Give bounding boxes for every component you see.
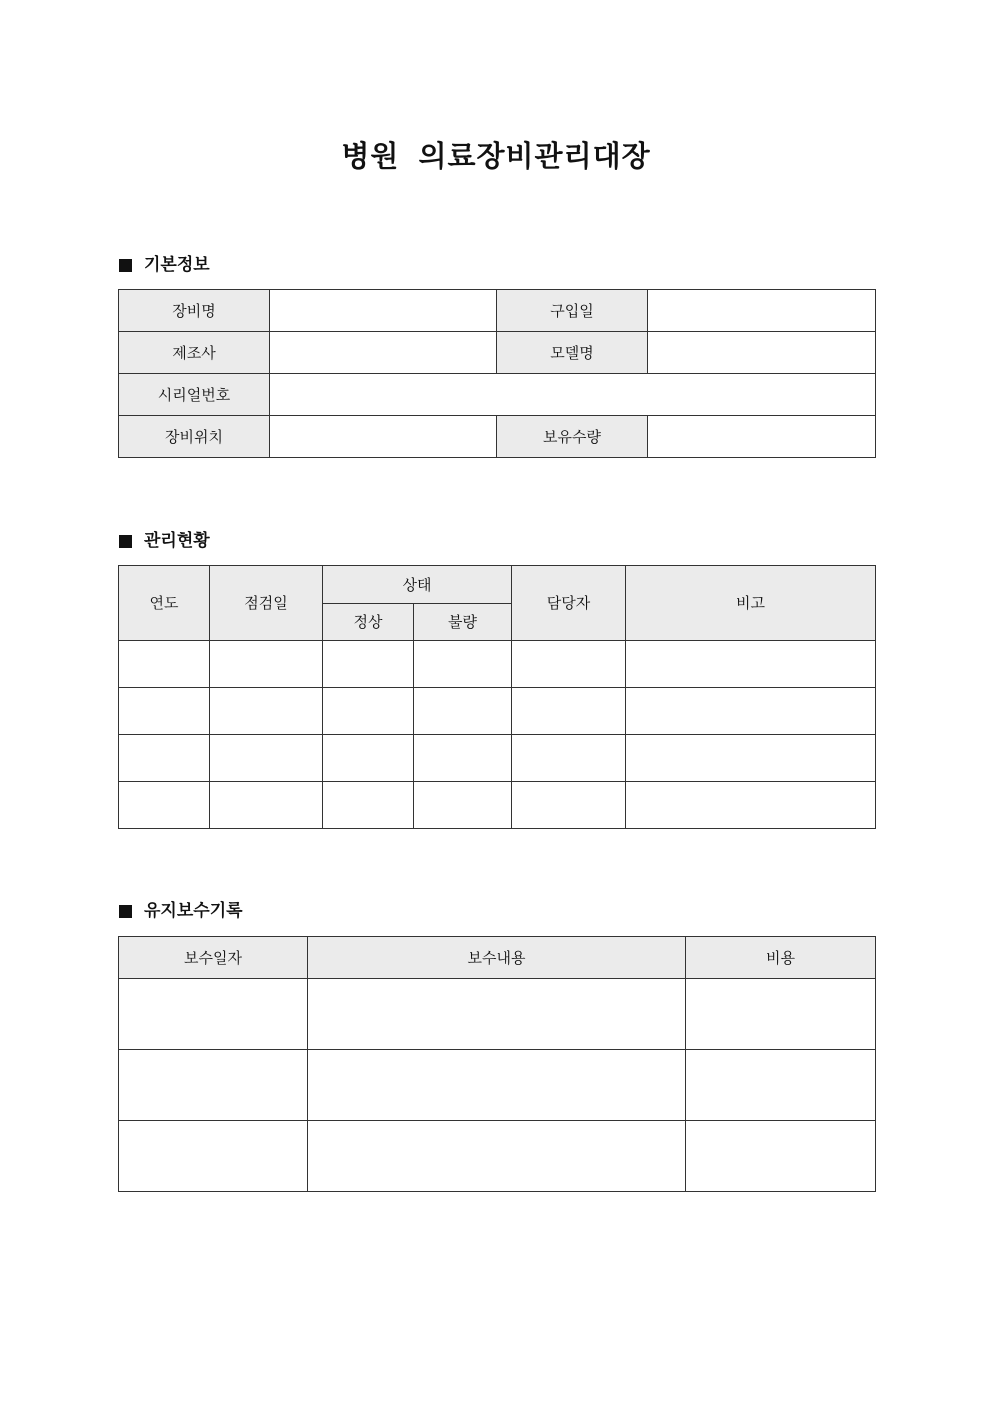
remarks-cell[interactable] [626, 688, 876, 735]
remarks-cell[interactable] [626, 735, 876, 782]
year-cell[interactable] [119, 688, 210, 735]
manager-cell[interactable] [512, 735, 626, 782]
normal-cell[interactable] [323, 735, 414, 782]
manager-cell[interactable] [512, 782, 626, 829]
serial-number-label: 시리얼번호 [119, 374, 270, 416]
repair-date-cell[interactable] [119, 1121, 308, 1192]
repair-details-header: 보수내용 [308, 937, 686, 979]
repair-details-cell[interactable] [308, 979, 686, 1050]
inspection-date-cell[interactable] [210, 782, 323, 829]
maintenance-header-row [119, 937, 876, 979]
document-title: 병원 의료장비관리대장 [341, 139, 651, 173]
year-cell[interactable] [119, 641, 210, 688]
table-row [119, 1050, 876, 1121]
table-row [119, 641, 876, 688]
repair-date-cell[interactable] [119, 1050, 308, 1121]
defective-cell[interactable] [414, 688, 512, 735]
cost-cell[interactable] [686, 979, 876, 1050]
defective-header: 불량 [414, 604, 512, 641]
model-name-field[interactable] [648, 332, 876, 374]
equipment-location-field[interactable] [270, 416, 497, 458]
basic-row-3 [119, 374, 876, 416]
quantity-held-field[interactable] [648, 416, 876, 458]
table-row [119, 688, 876, 735]
cost-header: 비용 [686, 937, 876, 979]
manufacturer-field[interactable] [270, 332, 497, 374]
manufacturer-label: 제조사 [119, 332, 270, 374]
year-header: 연도 [119, 566, 210, 641]
repair-details-cell[interactable] [308, 1050, 686, 1121]
normal-cell[interactable] [323, 782, 414, 829]
section-heading-maintenance [119, 899, 243, 923]
remarks-cell[interactable] [626, 782, 876, 829]
section-heading-basic [119, 253, 210, 277]
equipment-name-label: 장비명 [119, 290, 270, 332]
normal-header: 정상 [323, 604, 414, 641]
purchase-date-field[interactable] [648, 290, 876, 332]
inspection-date-cell[interactable] [210, 735, 323, 782]
quantity-held-label: 보유수량 [497, 416, 648, 458]
basic-row-2 [119, 332, 876, 374]
manager-cell[interactable] [512, 688, 626, 735]
table-row [119, 1121, 876, 1192]
management-header-row-1 [119, 566, 876, 604]
section-heading-maintenance-label: 유지보수기록 [144, 901, 243, 921]
repair-details-cell[interactable] [308, 1121, 686, 1192]
inspection-date-cell[interactable] [210, 688, 323, 735]
management-status-table [118, 565, 876, 829]
basic-info-table [118, 289, 876, 458]
square-bullet-icon [119, 905, 132, 918]
equipment-location-label: 장비위치 [119, 416, 270, 458]
inspection-date-header: 점검일 [210, 566, 323, 641]
normal-cell[interactable] [323, 688, 414, 735]
table-row [119, 782, 876, 829]
manager-cell[interactable] [512, 641, 626, 688]
basic-row-1 [119, 290, 876, 332]
model-name-label: 모델명 [497, 332, 648, 374]
inspection-date-cell[interactable] [210, 641, 323, 688]
section-heading-basic-label: 기본정보 [144, 255, 210, 275]
repair-date-cell[interactable] [119, 979, 308, 1050]
repair-date-header: 보수일자 [119, 937, 308, 979]
status-header: 상태 [323, 566, 512, 604]
equipment-name-field[interactable] [270, 290, 497, 332]
year-cell[interactable] [119, 782, 210, 829]
remarks-cell[interactable] [626, 641, 876, 688]
section-heading-management-label: 관리현황 [144, 531, 210, 551]
normal-cell[interactable] [323, 641, 414, 688]
defective-cell[interactable] [414, 641, 512, 688]
serial-number-field[interactable] [270, 374, 876, 416]
basic-row-4 [119, 416, 876, 458]
square-bullet-icon [119, 259, 132, 272]
maintenance-record-table [118, 936, 876, 1192]
defective-cell[interactable] [414, 782, 512, 829]
cost-cell[interactable] [686, 1121, 876, 1192]
remarks-header: 비고 [626, 566, 876, 641]
manager-header: 담당자 [512, 566, 626, 641]
year-cell[interactable] [119, 735, 210, 782]
table-row [119, 735, 876, 782]
table-row [119, 979, 876, 1050]
cost-cell[interactable] [686, 1050, 876, 1121]
section-heading-management [119, 529, 210, 553]
purchase-date-label: 구입일 [497, 290, 648, 332]
defective-cell[interactable] [414, 735, 512, 782]
square-bullet-icon [119, 535, 132, 548]
